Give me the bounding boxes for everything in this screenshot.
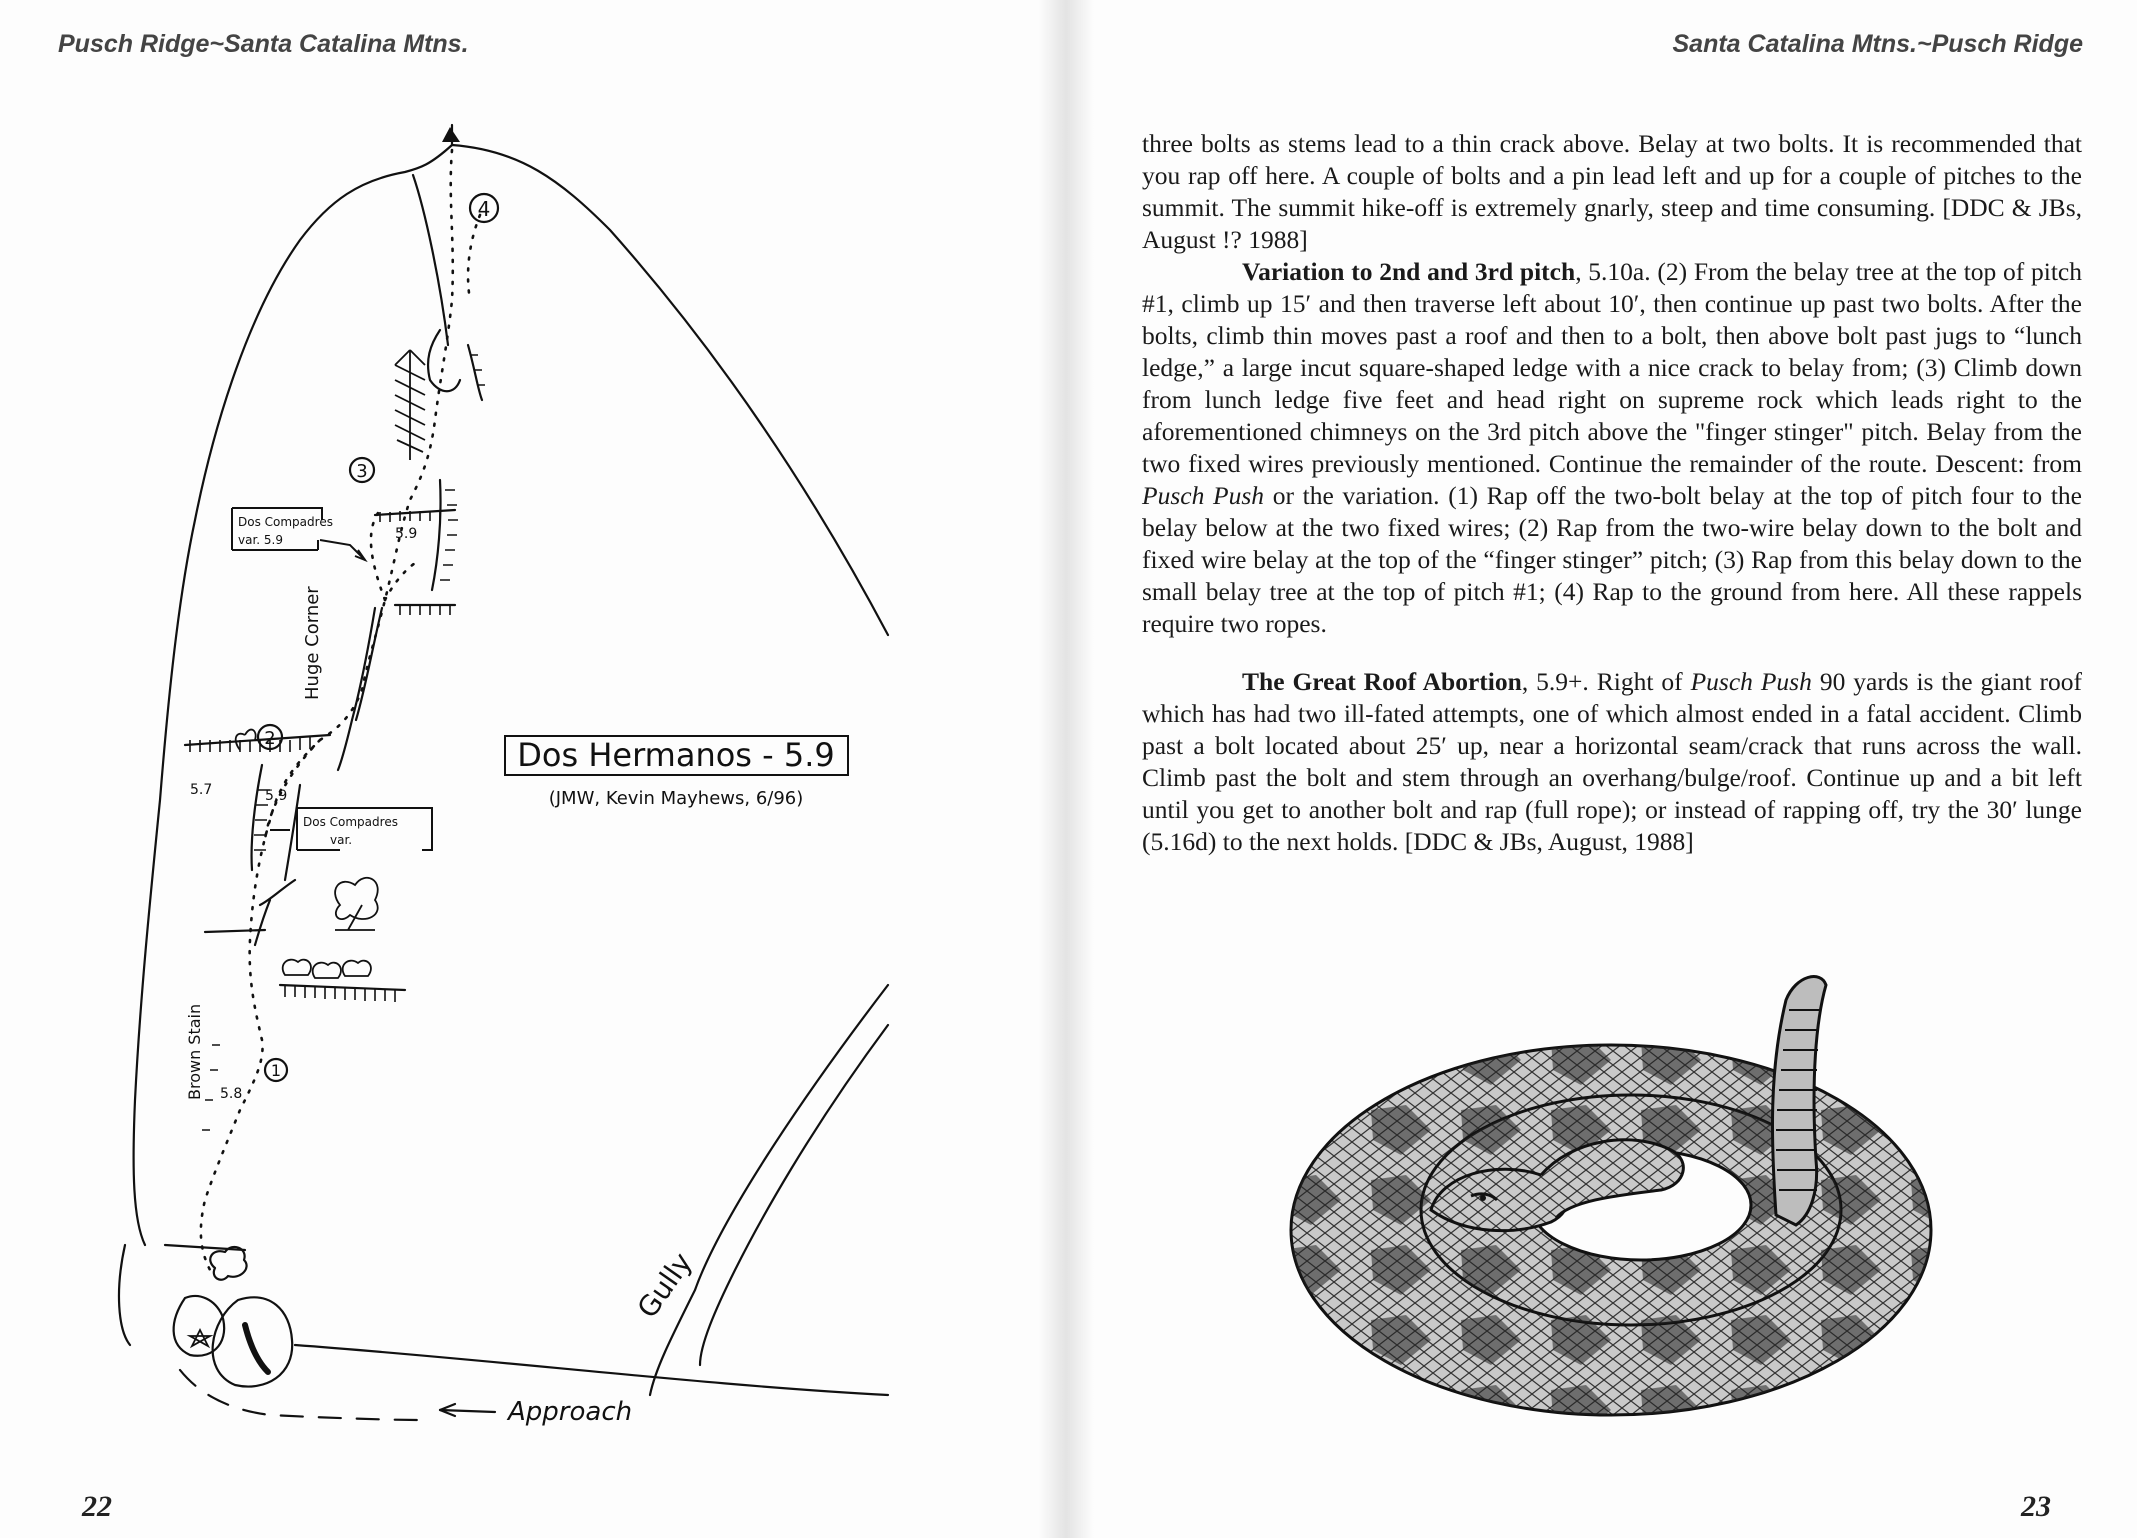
paragraph-great-roof: The Great Roof Abortion, 5.9+. Right of Pusch Push 90 yards is the giant roof which has had two ill-fated attempts, one of which almost ended in a fatal accident. Climb past a bolt located about 25′ up, near a horizontal seam/crack that runs across the wall. Climb past the bolt and stem through an overhang/bulge/roof. Continue up and a bit left until you get to another bolt and rap (full rope); or instead of rapping off, try the 30′ lunge (5.16d) to the next holds. [DDC & JBs, August, 1988] (1142, 667, 2082, 856)
gutter-shadow-left (1038, 0, 1066, 1538)
route-title: Dos Hermanos - 5.9 (517, 736, 835, 774)
pitch-3-label: 3 (356, 461, 368, 482)
body-text (1142, 128, 2082, 858)
variation-lower-line2: var. (330, 833, 353, 847)
great-roof-title: The Great Roof Abortion (1242, 667, 1522, 696)
variation-title: Variation to 2nd and 3rd pitch (1242, 257, 1576, 286)
left-page (0, 0, 1066, 1538)
grade-upper: 5.9 (395, 526, 418, 542)
rattlesnake-illustration (1271, 960, 1991, 1460)
running-head-left: Pusch Ridge~Santa Catalina Mtns. (58, 30, 469, 58)
paragraph-variation: Variation to 2nd and 3rd pitch, 5.10a. (2) From the belay tree at the top of pitch #1, climb up 15′ and then traverse left about 10′, then continue up past two bolts. After the bolts, climb thin moves past a roof and then to a bolt, then above bolt past jugs to “lunch ledge,” a large incut square-shaped ledge with a nice crack to belay from; (3) Climb down from lunch ledge five feet and head right on supreme rock which leads right to the aforementioned chimneys on the 3rd pitch above the "finger stinger" pitch. Belay from the two fixed wires previously mentioned. Continue the remainder of the route. Descent: from Pusch Push or the variation. (1) Rap off the two-bolt belay at the top of pitch four to the belay below at the two fixed wires; (2) Rap from the two-wire belay down to the bolt and fixed wire belay at the top of the “finger stinger” pitch; (3) Rap from this belay down to the small belay tree at the top of pitch #1; (4) Rap to the ground from here. All these rappels require two ropes. (1142, 257, 2082, 638)
grade-left: 5.7 (190, 782, 213, 798)
variation-lower-line1: Dos Compadres (303, 815, 398, 829)
running-head-right: Santa Catalina Mtns.~Pusch Ridge (1672, 30, 2083, 58)
gutter-shadow-right (1066, 0, 1094, 1538)
variation-upper-line1: Dos Compadres (238, 515, 333, 529)
pitch-2-label: 2 (264, 728, 276, 749)
huge-corner-label: Huge Corner (302, 586, 323, 700)
paragraph-1: three bolts as stems lead to a thin crack above. Belay at two bolts. It is recommended that you rap off here. A couple of bolts and a pin lead left and up for a couple of pitches to the summit. The summit hike-off is extremely gnarly, steep and time consuming. [DDC & JBs, August !? 1988] (1142, 129, 2082, 254)
route-topo-drawing (0, 0, 1066, 1538)
brown-stain-label: Brown Stain (185, 1003, 204, 1100)
approach-label: Approach (508, 1397, 633, 1427)
right-page (1066, 0, 2137, 1538)
page-number-left: 22 (82, 1490, 112, 1523)
pitch-1-label: 1 (270, 1061, 282, 1080)
grade-right: 5.9 (265, 788, 288, 804)
gully-label: Gully (630, 1246, 699, 1325)
pitch-4-label: 4 (477, 197, 491, 221)
route-credit: (JMW, Kevin Mayhews, 6/96) (548, 788, 804, 809)
grade-pitch1: 5.8 (220, 1086, 243, 1102)
page-number-right: 23 (2021, 1490, 2051, 1523)
variation-upper-line2: var. 5.9 (238, 533, 283, 547)
